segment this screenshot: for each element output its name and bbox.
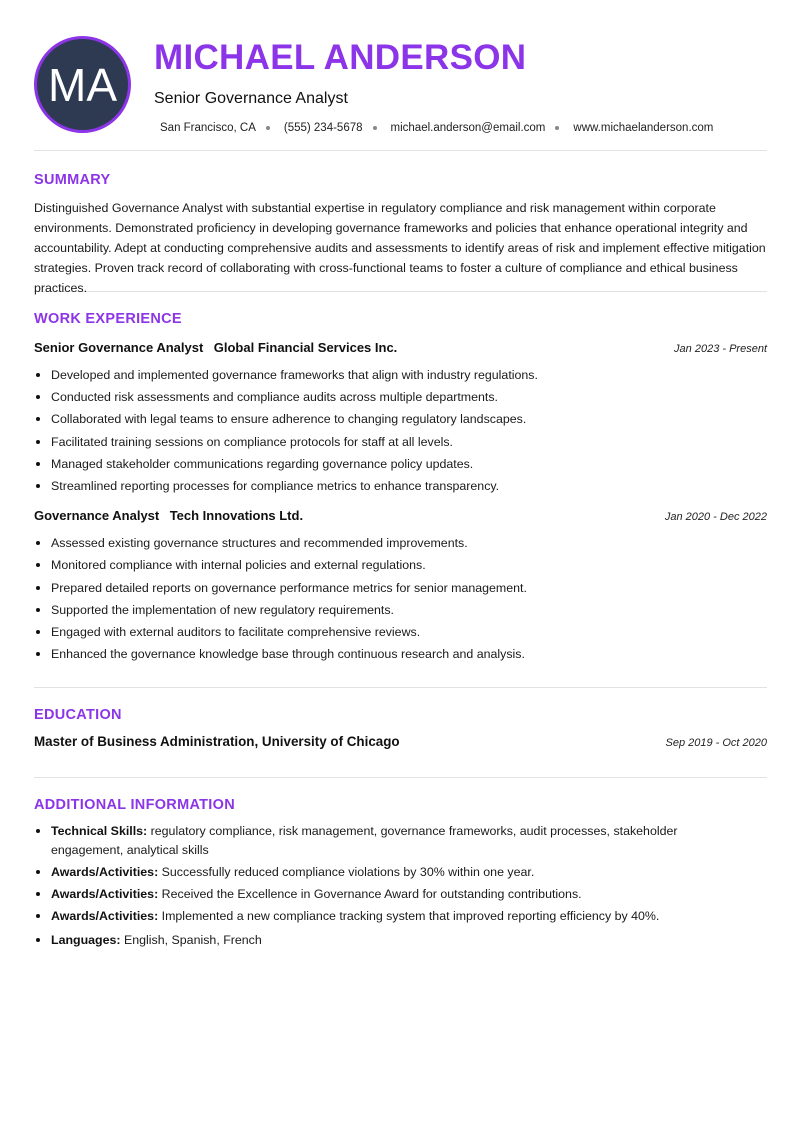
section-heading-work: WORK EXPERIENCE	[34, 311, 182, 327]
list-item: Monitored compliance with internal policies and external regulations.	[34, 554, 767, 576]
section-heading-summary: SUMMARY	[34, 172, 111, 188]
info-text: Implemented a new compliance tracking system that improved reporting efficiency by 40%.	[161, 908, 660, 923]
additional-info-section	[34, 778, 767, 950]
contact-phone: (555) 234-5678	[283, 122, 363, 134]
list-item	[34, 885, 751, 904]
info-label: Awards/Activities:	[51, 864, 159, 879]
list-item: Enhanced the governance knowledge base through continuous research and analysis.	[34, 643, 767, 665]
contact-website[interactable]: www.michaelanderson.com	[573, 122, 714, 134]
info-text: regulatory compliance, risk management, governance frameworks, audit processes, stakeholder engagement, analytical skills	[51, 824, 678, 857]
language-item: , Spanish	[165, 933, 217, 947]
job-entry	[34, 339, 767, 497]
list-item: Developed and implemented governance frameworks that align with industry regulations.	[34, 364, 767, 386]
job-bullets	[34, 532, 767, 665]
section-heading-education: EDUCATION	[34, 707, 122, 723]
job-dates: Jan 2023 - Present	[674, 343, 767, 355]
list-item: Streamlined reporting processes for compliance metrics to enhance transparency.	[34, 475, 767, 497]
list-item: Prepared detailed reports on governance performance metrics for senior management.	[34, 577, 767, 599]
education-section	[34, 688, 767, 778]
summary-section	[34, 151, 767, 295]
separator-dot-icon	[373, 126, 377, 130]
section-heading-additional: ADDITIONAL INFORMATION	[34, 797, 235, 813]
info-label: Awards/Activities:	[51, 908, 159, 923]
list-item	[34, 863, 751, 882]
separator-dot-icon	[555, 126, 559, 130]
contact-location: San Francisco, CA	[160, 122, 256, 134]
work-experience-section	[34, 292, 767, 688]
list-item: Supported the implementation of new regulatory requirements.	[34, 599, 767, 621]
info-label: Technical Skills:	[51, 824, 148, 838]
summary-text: Distinguished Governance Analyst with substantial expertise in regulatory compliance and risk management within corporate environments. Demonstrated proficiency in developing governance frameworks and policies that enhance operational integrity and accountability. Adept at conducting comprehensive audits and assessments to identify areas of risk and implement effective mitigation strategies. Proven track record of collaborating with cross-functional teams to foster a culture of compliance and ethical business practices.	[34, 201, 766, 295]
list-item: Assessed existing governance structures and recommended improvements.	[34, 532, 767, 554]
list-item: Engaged with external auditors to facilitate comprehensive reviews.	[34, 621, 767, 643]
additional-info-list	[34, 822, 767, 950]
info-label: Awards/Activities:	[51, 886, 159, 901]
candidate-name: MICHAEL ANDERSON	[154, 38, 527, 77]
education-entry	[34, 734, 767, 749]
job-bullets	[34, 364, 767, 497]
avatar-initials: MA	[48, 58, 117, 111]
info-text: Received the Excellence in Governance Award for outstanding contributions.	[161, 886, 582, 901]
list-item: Conducted risk assessments and compliance audits across multiple departments.	[34, 386, 767, 408]
contact-email[interactable]: michael.anderson@email.com	[390, 122, 546, 134]
info-label: Languages:	[51, 933, 121, 948]
separator-dot-icon	[266, 126, 270, 130]
list-item	[34, 907, 751, 926]
job-entry	[34, 507, 767, 665]
job-company: Tech Innovations Ltd.	[169, 508, 304, 524]
list-item	[34, 931, 751, 950]
list-item: Managed stakeholder communications regarding governance policy updates.	[34, 453, 767, 475]
job-header	[34, 339, 767, 358]
resume-page	[34, 0, 767, 953]
job-dates: Jan 2020 - Dec 2022	[664, 511, 767, 524]
education-dates: Sep 2019 - Oct 2020	[665, 737, 767, 749]
list-item: Facilitated training sessions on compliance protocols for staff at all levels.	[34, 431, 767, 453]
list-item	[34, 822, 751, 859]
job-role: Governance Analyst	[34, 508, 160, 524]
job-header	[34, 507, 767, 526]
resume-header	[34, 0, 767, 151]
candidate-title: Senior Governance Analyst	[154, 90, 348, 107]
info-text: Successfully reduced compliance violations by 30% within one year.	[161, 864, 535, 879]
job-company: Global Financial Services Inc.	[213, 340, 398, 355]
language-item: , French	[216, 933, 261, 947]
language-item: English	[124, 933, 165, 948]
contact-info	[160, 121, 713, 135]
education-degree: Master of Business Administration, University of Chicago	[34, 734, 400, 749]
list-item: Collaborated with legal teams to ensure adherence to changing regulatory landscapes.	[34, 408, 767, 430]
avatar	[34, 36, 131, 133]
job-role: Senior Governance Analyst	[34, 340, 204, 355]
